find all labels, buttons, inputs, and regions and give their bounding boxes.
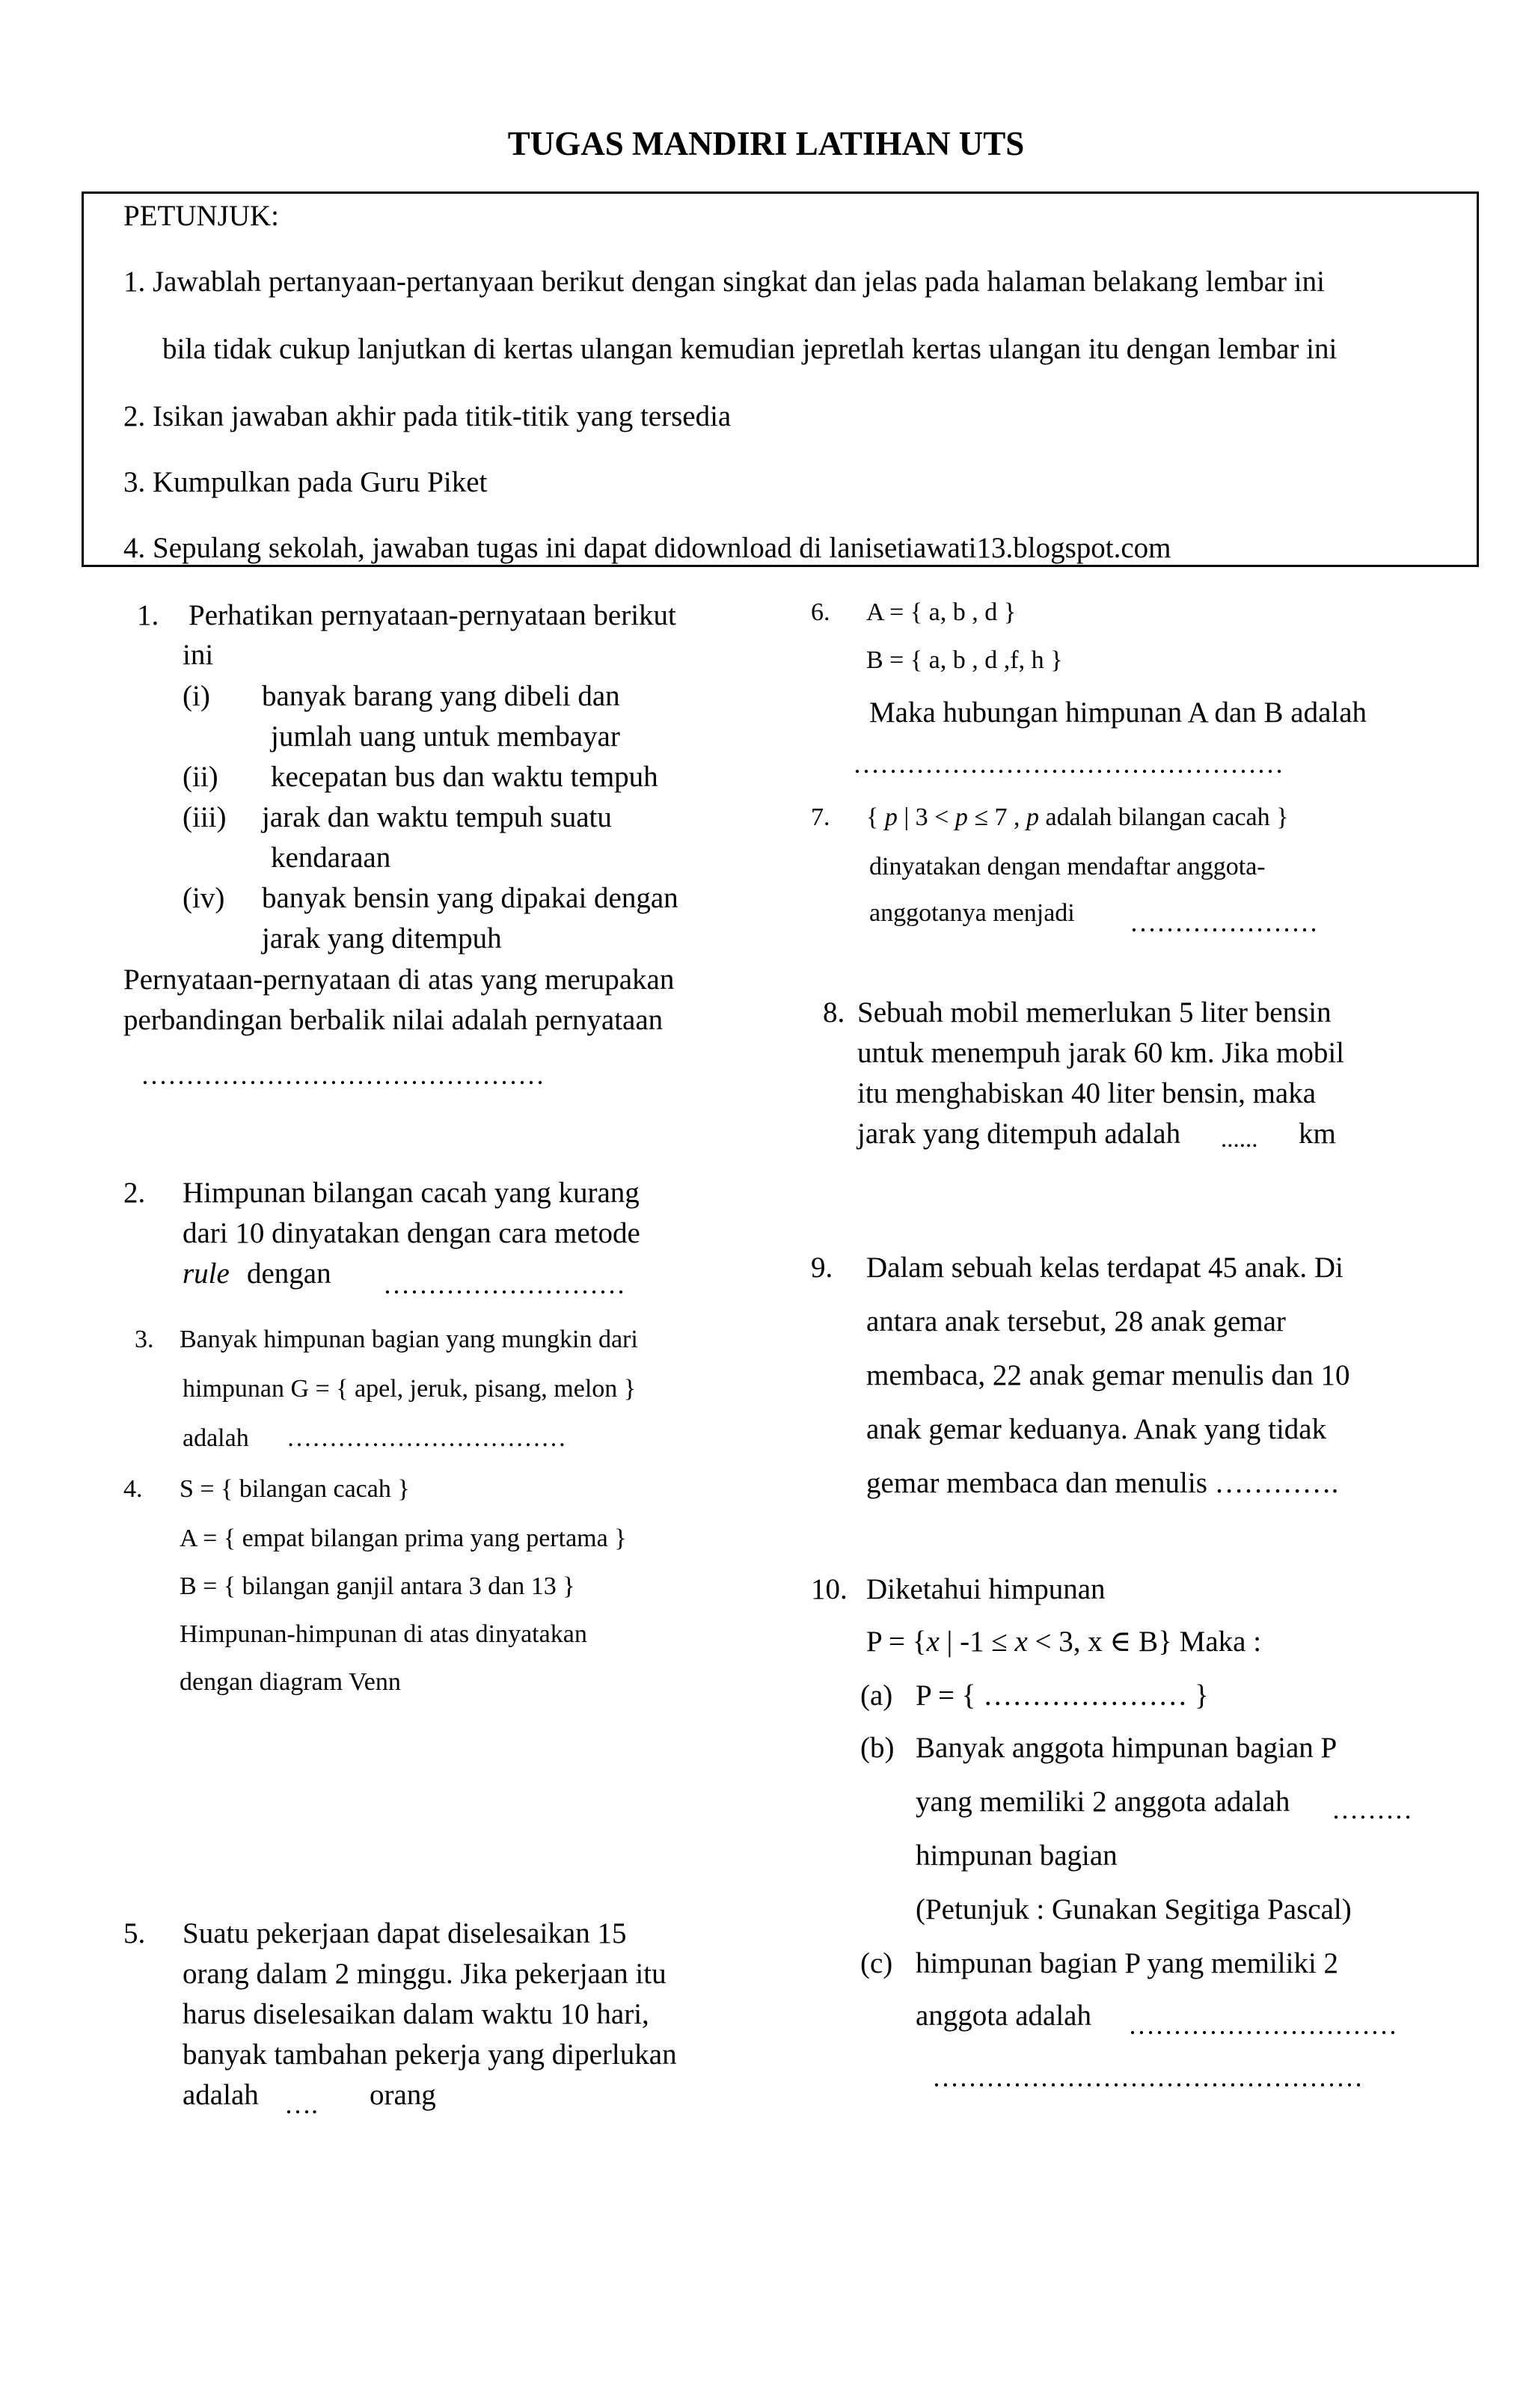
instruction-label: PETUNJUK:	[123, 200, 280, 232]
question-number: 6.	[811, 598, 830, 626]
question-number: 10.	[811, 1573, 848, 1605]
condition-text: ≤ 7 ,	[974, 803, 1020, 831]
question-text: adalah	[183, 1424, 249, 1452]
question-text-italic: rule	[183, 1257, 230, 1290]
instruction-item: 3. Kumpulkan pada Guru Piket	[123, 466, 488, 498]
set-text: < 3, x ∈ B} Maka :	[1035, 1626, 1262, 1658]
question-text: Maka hubungan himpunan A dan B adalah	[869, 696, 1367, 729]
instruction-item: bila tidak cukup lanjutkan di kertas ulangan kemudian jepretlah kertas ulangan itu dengan lembar ini	[162, 333, 1338, 365]
set-text: P = {	[866, 1626, 927, 1658]
instruction-box	[82, 192, 1479, 567]
item-mark: (ii)	[183, 761, 218, 793]
item-mark: (a)	[860, 1679, 893, 1712]
instruction-item: 2. Isikan jawaban akhir pada titik-titik yang tersedia	[123, 400, 732, 432]
answer-blank[interactable]: ………………………	[383, 1269, 625, 1299]
set-a: A = { empat bilangan prima yang pertama }	[180, 1525, 627, 1552]
set-a: A = { a, b , d }	[866, 598, 1017, 626]
item-text: yang memiliki 2 anggota adalah	[916, 1786, 1290, 1818]
question-text: anggotanya menjadi	[869, 899, 1075, 927]
condition-text: adalah bilangan cacah }	[1045, 803, 1289, 831]
instruction-item: 1. Jawablah pertanyaan-pertanyaan berikut dengan singkat dan jelas pada halaman belakang lembar ini	[123, 266, 1325, 298]
question-text: Diketahui himpunan	[866, 1573, 1106, 1605]
unit-label: km	[1299, 1118, 1336, 1150]
page-title: TUGAS MANDIRI LATIHAN UTS	[507, 125, 1025, 162]
question-number: 7.	[811, 803, 830, 831]
item-mark: (c)	[860, 1947, 893, 1979]
variable-p: p	[1026, 803, 1039, 831]
question-text: untuk menempuh jarak 60 km. Jika mobil	[857, 1037, 1344, 1069]
item-mark: (b)	[860, 1732, 895, 1764]
question-text: Sebuah mobil memerlukan 5 liter bensin	[857, 996, 1332, 1029]
question-number: 2.	[123, 1177, 146, 1209]
instruction-item: 4. Sepulang sekolah, jawaban tugas ini dapat didownload di lanisetiawati13.blogspot.com	[123, 532, 1171, 564]
answer-blank[interactable]: …………………………	[1128, 2010, 1397, 2040]
question-text: Himpunan bilangan cacah yang kurang	[183, 1177, 640, 1209]
question-text: Banyak himpunan bagian yang mungkin dari	[180, 1326, 638, 1353]
set-builder	[866, 1625, 1261, 1658]
variable-x: x	[1014, 1626, 1028, 1658]
condition-text: | 3 <	[904, 803, 949, 831]
item-text: Banyak anggota himpunan bagian P	[916, 1732, 1338, 1764]
question-text: jarak yang ditempuh adalah	[857, 1118, 1181, 1150]
answer-blank[interactable]: ………	[1332, 1795, 1412, 1825]
question-text: Himpunan-himpunan di atas dinyatakan	[180, 1620, 587, 1648]
question-text: membaca, 22 anak gemar menulis dan 10	[866, 1359, 1350, 1391]
question-text: dengan diagram Venn	[180, 1668, 401, 1696]
item-mark: (iv)	[183, 882, 225, 914]
answer-blank[interactable]: …………………………………………	[932, 2062, 1363, 2092]
question-text: antara anak tersebut, 28 anak gemar	[866, 1305, 1286, 1338]
item-text: P = { ………………… }	[916, 1679, 1209, 1712]
question-number: 9.	[811, 1252, 833, 1284]
brace-open: {	[866, 803, 879, 831]
question-text: dinyatakan dengan mendaftar anggota-	[869, 853, 1266, 880]
question-text: banyak tambahan pekerja yang diperlukan	[183, 2038, 677, 2071]
variable-p: p	[884, 803, 898, 831]
question-text: dari 10 dinyatakan dengan cara metode	[183, 1217, 640, 1249]
item-mark: (i)	[183, 680, 210, 712]
variable-p: p	[955, 803, 968, 831]
question-number: 4.	[123, 1475, 143, 1503]
question-number: 8.	[823, 996, 845, 1029]
question-text: Perhatikan pernyataan-pernyataan berikut	[189, 599, 676, 631]
question-text: adalah	[183, 2079, 259, 2111]
item-mark: (iii)	[183, 801, 227, 833]
question-text: ini	[183, 639, 214, 671]
answer-blank[interactable]: ….	[284, 2089, 318, 2119]
question-text: anak gemar keduanya. Anak yang tidak	[866, 1413, 1327, 1445]
item-text: jarak dan waktu tempuh suatu	[262, 801, 612, 833]
item-text: himpunan bagian P yang memiliki 2	[916, 1947, 1339, 1979]
question-text: Pernyataan-pernyataan di atas yang merupakan	[123, 963, 675, 996]
question-text: dengan	[247, 1257, 331, 1290]
question-text: perbandingan berbalik nilai adalah pernyataan	[123, 1004, 664, 1036]
item-text: banyak bensin yang dipakai dengan	[262, 882, 678, 914]
set-s: S = { bilangan cacah }	[180, 1475, 410, 1503]
question-text: gemar membaca dan menulis ………….	[866, 1467, 1339, 1499]
unit-label: orang	[370, 2079, 436, 2111]
answer-blank[interactable]: …………………………………………	[853, 749, 1284, 779]
set-text: | -1 ≤	[946, 1626, 1008, 1658]
item-text: kendaraan	[271, 842, 391, 874]
variable-x: x	[926, 1626, 940, 1658]
item-text: banyak barang yang dibeli dan	[262, 680, 620, 712]
answer-blank[interactable]: ......	[1221, 1126, 1258, 1153]
item-text: (Petunjuk : Gunakan Segitiga Pascal)	[916, 1893, 1352, 1926]
question-text: harus diselesaikan dalam waktu 10 hari,	[183, 1998, 649, 2030]
item-text: jumlah uang untuk membayar	[271, 720, 620, 753]
answer-blank[interactable]: ……………………………	[287, 1424, 566, 1452]
set-builder	[866, 803, 1288, 832]
set-b: B = { a, b , d ,f, h }	[866, 646, 1063, 674]
answer-blank[interactable]: ………………………………………	[141, 1060, 545, 1090]
item-text: jarak yang ditempuh	[262, 922, 502, 955]
item-text: kecepatan bus dan waktu tempuh	[271, 761, 658, 793]
answer-blank[interactable]: …………………	[1130, 907, 1318, 937]
item-text: himpunan bagian	[916, 1839, 1118, 1872]
question-number: 5.	[123, 1917, 146, 1949]
item-text: anggota adalah	[916, 2000, 1091, 2032]
question-text: itu menghabiskan 40 liter bensin, maka	[857, 1077, 1317, 1109]
question-text: orang dalam 2 minggu. Jika pekerjaan itu	[183, 1958, 667, 1990]
set-b: B = { bilangan ganjil antara 3 dan 13 }	[180, 1572, 575, 1600]
question-text: Suatu pekerjaan dapat diselesaikan 15	[183, 1917, 627, 1949]
question-text: himpunan G = { apel, jeruk, pisang, melon }	[183, 1375, 637, 1403]
question-number: 1.	[137, 599, 159, 631]
question-number: 3.	[135, 1326, 154, 1353]
question-text: Dalam sebuah kelas terdapat 45 anak. Di	[866, 1252, 1343, 1284]
